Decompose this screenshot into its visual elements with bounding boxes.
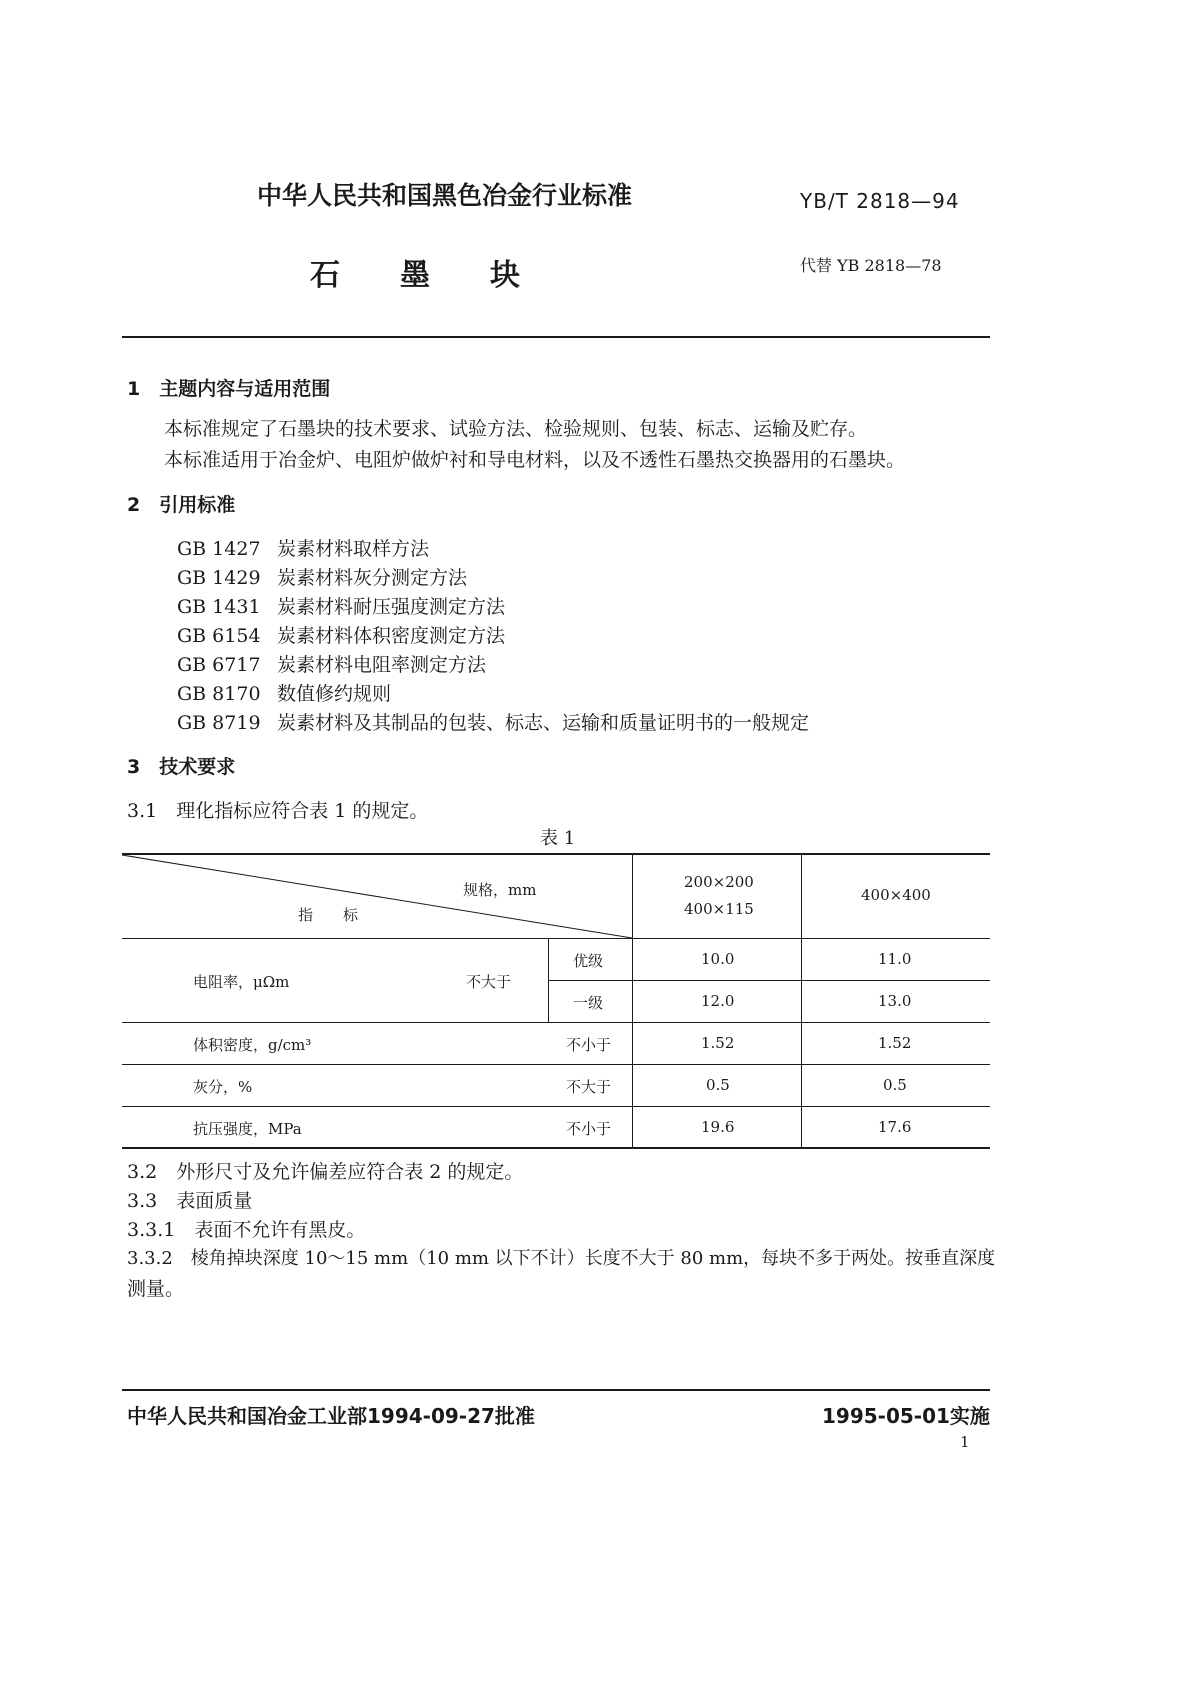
section-1-heading: 1 主题内容与适用范围 <box>127 378 331 400</box>
section-3-heading: 3 技术要求 <box>127 756 236 778</box>
page-number: 1 <box>960 1433 970 1451</box>
reference-code: GB 8719 <box>177 712 261 734</box>
clause-3-3: 3.3 表面质量 <box>127 1190 253 1212</box>
table-bottom-rule <box>122 1147 990 1149</box>
reference-item <box>177 679 391 706</box>
reference-item <box>177 534 429 561</box>
reference-item <box>177 563 467 590</box>
reference-code: GB 1431 <box>177 596 261 618</box>
table-row-rule <box>548 980 990 981</box>
reference-item <box>177 592 505 619</box>
resistivity-grade-premium: 优级 <box>573 952 604 970</box>
org-title: 中华人民共和国黑色冶金行业标准 <box>257 181 633 210</box>
clause-3-2: 3.2 外形尺寸及允许偏差应符合表 2 的规定。 <box>127 1161 524 1183</box>
density-col2: 1.52 <box>878 1034 912 1052</box>
reference-title: 炭素材料及其制品的包装、标志、运输和质量证明书的一般规定 <box>277 712 810 734</box>
header-rule <box>122 336 990 338</box>
ash-col2: 0.5 <box>883 1076 907 1094</box>
resistivity-first-col1: 12.0 <box>701 992 735 1010</box>
reference-item <box>177 708 809 735</box>
header-col2: 400×400 <box>861 886 931 904</box>
strength-label: 抗压强度，MPa <box>193 1120 302 1138</box>
header-col1-line2: 400×115 <box>684 900 754 918</box>
resistivity-first-col2: 13.0 <box>878 992 912 1010</box>
reference-item <box>177 650 486 677</box>
density-label: 体积密度，g/cm³ <box>193 1036 312 1054</box>
ash-col1: 0.5 <box>706 1076 730 1094</box>
reference-code: GB 6717 <box>177 654 261 676</box>
resistivity-premium-col2: 11.0 <box>878 950 912 968</box>
strength-limit: 不小于 <box>566 1120 612 1138</box>
reference-code: GB 1427 <box>177 538 261 560</box>
section-1-paragraph-2: 本标准适用于冶金炉、电阻炉做炉衬和导电材料，以及不透性石墨热交换器用的石墨块。 <box>164 449 906 471</box>
reference-code: GB 6154 <box>177 625 261 647</box>
resistivity-label: 电阻率，μΩm <box>193 973 290 991</box>
effective-date: 1995-05-01实施 <box>822 1404 990 1428</box>
table-row-rule <box>122 1064 990 1065</box>
clause-3-3-2: 3.3.2 棱角掉块深度 10～15 mm（10 mm 以下不计）长度不大于 80 mm，每块不多于两处。按垂直深度 <box>127 1248 996 1269</box>
reference-title: 数值修约规则 <box>277 683 392 705</box>
section-1-paragraph-1: 本标准规定了石墨块的技术要求、试验方法、检验规则、包装、标志、运输及贮存。 <box>164 418 868 440</box>
reference-title: 炭素材料电阻率测定方法 <box>277 654 487 676</box>
table-row-rule <box>122 1106 990 1107</box>
clause-3-1: 3.1 理化指标应符合表 1 的规定。 <box>127 800 429 822</box>
header-index-label: 指 标 <box>298 906 359 924</box>
density-limit: 不小于 <box>566 1036 612 1054</box>
strength-col2: 17.6 <box>878 1118 912 1136</box>
reference-code: GB 8170 <box>177 683 261 705</box>
table-caption: 表 1 <box>540 828 576 849</box>
footer-rule <box>122 1389 990 1391</box>
density-col1: 1.52 <box>701 1034 735 1052</box>
header-diagonal <box>122 855 634 939</box>
reference-item <box>177 621 505 648</box>
header-spec-label: 规格，mm <box>463 881 537 899</box>
resistivity-grade-first: 一级 <box>573 994 604 1012</box>
header-col1-line1: 200×200 <box>684 873 754 891</box>
table-column-rule <box>548 939 549 1022</box>
resistivity-limit: 不大于 <box>466 973 512 991</box>
document-title: 石 墨 块 <box>310 258 520 293</box>
resistivity-premium-col1: 10.0 <box>701 950 735 968</box>
table-row-rule <box>122 1022 990 1023</box>
clause-3-3-2-continued: 测量。 <box>127 1278 185 1300</box>
replaces-note: 代替 YB 2818—78 <box>800 256 942 275</box>
table-column-rule <box>801 855 802 1147</box>
ash-label: 灰分，% <box>193 1078 253 1096</box>
reference-title: 炭素材料灰分测定方法 <box>277 567 468 589</box>
reference-title: 炭素材料耐压强度测定方法 <box>277 596 506 618</box>
clause-3-3-1: 3.3.1 表面不允许有黑皮。 <box>127 1219 366 1241</box>
ash-limit: 不大于 <box>566 1078 612 1096</box>
standard-number: YB/T 2818—94 <box>800 189 960 213</box>
reference-code: GB 1429 <box>177 567 261 589</box>
section-2-heading: 2 引用标准 <box>127 494 236 516</box>
approval-statement: 中华人民共和国冶金工业部1994-09-27批准 <box>127 1404 535 1428</box>
reference-title: 炭素材料体积密度测定方法 <box>277 625 506 647</box>
strength-col1: 19.6 <box>701 1118 735 1136</box>
reference-title: 炭素材料取样方法 <box>277 538 430 560</box>
